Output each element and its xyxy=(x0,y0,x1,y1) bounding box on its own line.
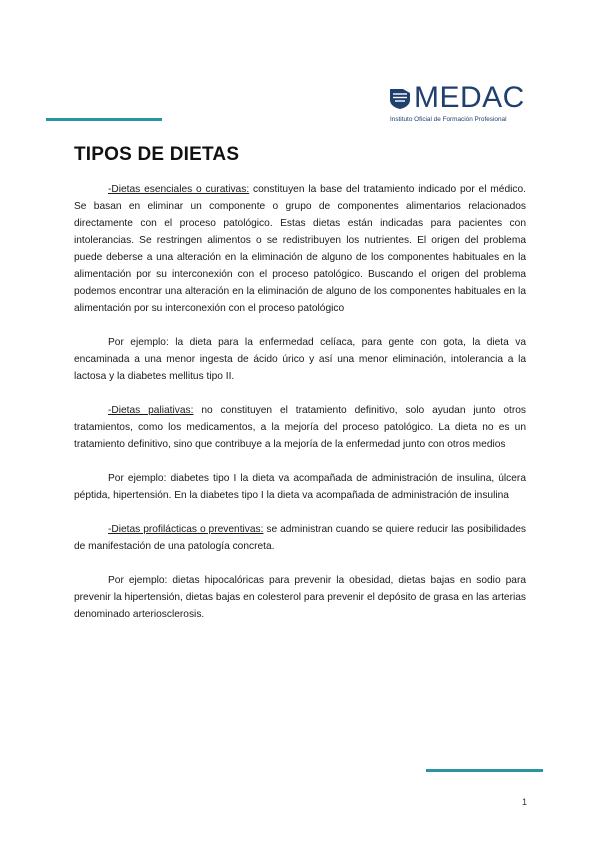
bottom-accent-rule xyxy=(426,769,543,772)
medac-logo xyxy=(388,81,548,130)
paragraph-lead: -Dietas paliativas: xyxy=(108,405,194,416)
paragraph-lead: -Dietas esenciales o curativas: xyxy=(108,184,250,195)
logo-subtitle: Instituto Oficial de Formación Profesional xyxy=(390,116,507,123)
paragraph-text: se administran cuando se quiere reducir las posibilidades de manifestación de una patología concreta. xyxy=(74,524,526,552)
paragraph-dietas-paliativas xyxy=(74,402,526,453)
paragraph-lead: -Dietas profilácticas o preventivas: xyxy=(108,524,264,535)
paragraph-dietas-esenciales xyxy=(74,181,526,317)
paragraph-ejemplo-esenciales xyxy=(74,334,526,385)
paragraph-ejemplo-profilacticas xyxy=(74,572,526,623)
paragraph-text: Por ejemplo: la dieta para la enfermedad celíaca, para gente con gota, la dieta va encaminada a una menor ingesta de ácido úrico y así una menor eliminación, intolerancia a la lactosa y la diabetes mellitus tipo II. xyxy=(74,337,526,382)
paragraph-text: constituyen la base del tratamiento indicado por el médico. Se basan en eliminar un componente o grupo de componentes alimentarios relacionados directamente con el proceso patológico. Estas dietas están indicadas para pacientes con intolerancias. Se restringen alimentos o se redistribuyen los nutrientes. El origen del problema puede deberse a una alteración en la eliminación de alguno de los componentes habituales en la alimentación por su interconexión con el proceso patológico. Buscando el origen del problema podemos encontrar una alteración en la eliminación de alguno de los componentes habituales en la alimentación por su interconexión con el proceso patológico xyxy=(74,184,526,314)
top-accent-rule xyxy=(46,118,162,121)
page-title: TIPOS DE DIETAS xyxy=(74,144,240,165)
page-number: 1 xyxy=(522,797,528,807)
paragraph-dietas-profilacticas xyxy=(74,521,526,555)
paragraph-text: Por ejemplo: diabetes tipo I la dieta va acompañada de administración de insulina, úlcera péptida, hipertensión. En la diabetes tipo I la dieta va acompañada de administración de insulina xyxy=(74,473,526,501)
logo-wordmark: MEDAC xyxy=(414,81,525,114)
paragraph-text: no constituyen el tratamiento definitivo, solo ayudan junto otros tratamientos, como los medicamentos, a la mejoría del proceso patológico. La dieta no es un tratamiento definitivo, sino que contribuye a la mejoría de la enfermedad junto con otros medios xyxy=(74,405,526,450)
document-body xyxy=(74,181,526,640)
medac-emblem-icon xyxy=(388,86,412,110)
paragraph-text: Por ejemplo: dietas hipocalóricas para prevenir la obesidad, dietas bajas en sodio para prevenir la hipertensión, dietas bajas en colesterol para prevenir el depósito de grasa en las arterias denominado arteriosclerosis. xyxy=(74,575,526,620)
paragraph-ejemplo-paliativas xyxy=(74,470,526,504)
